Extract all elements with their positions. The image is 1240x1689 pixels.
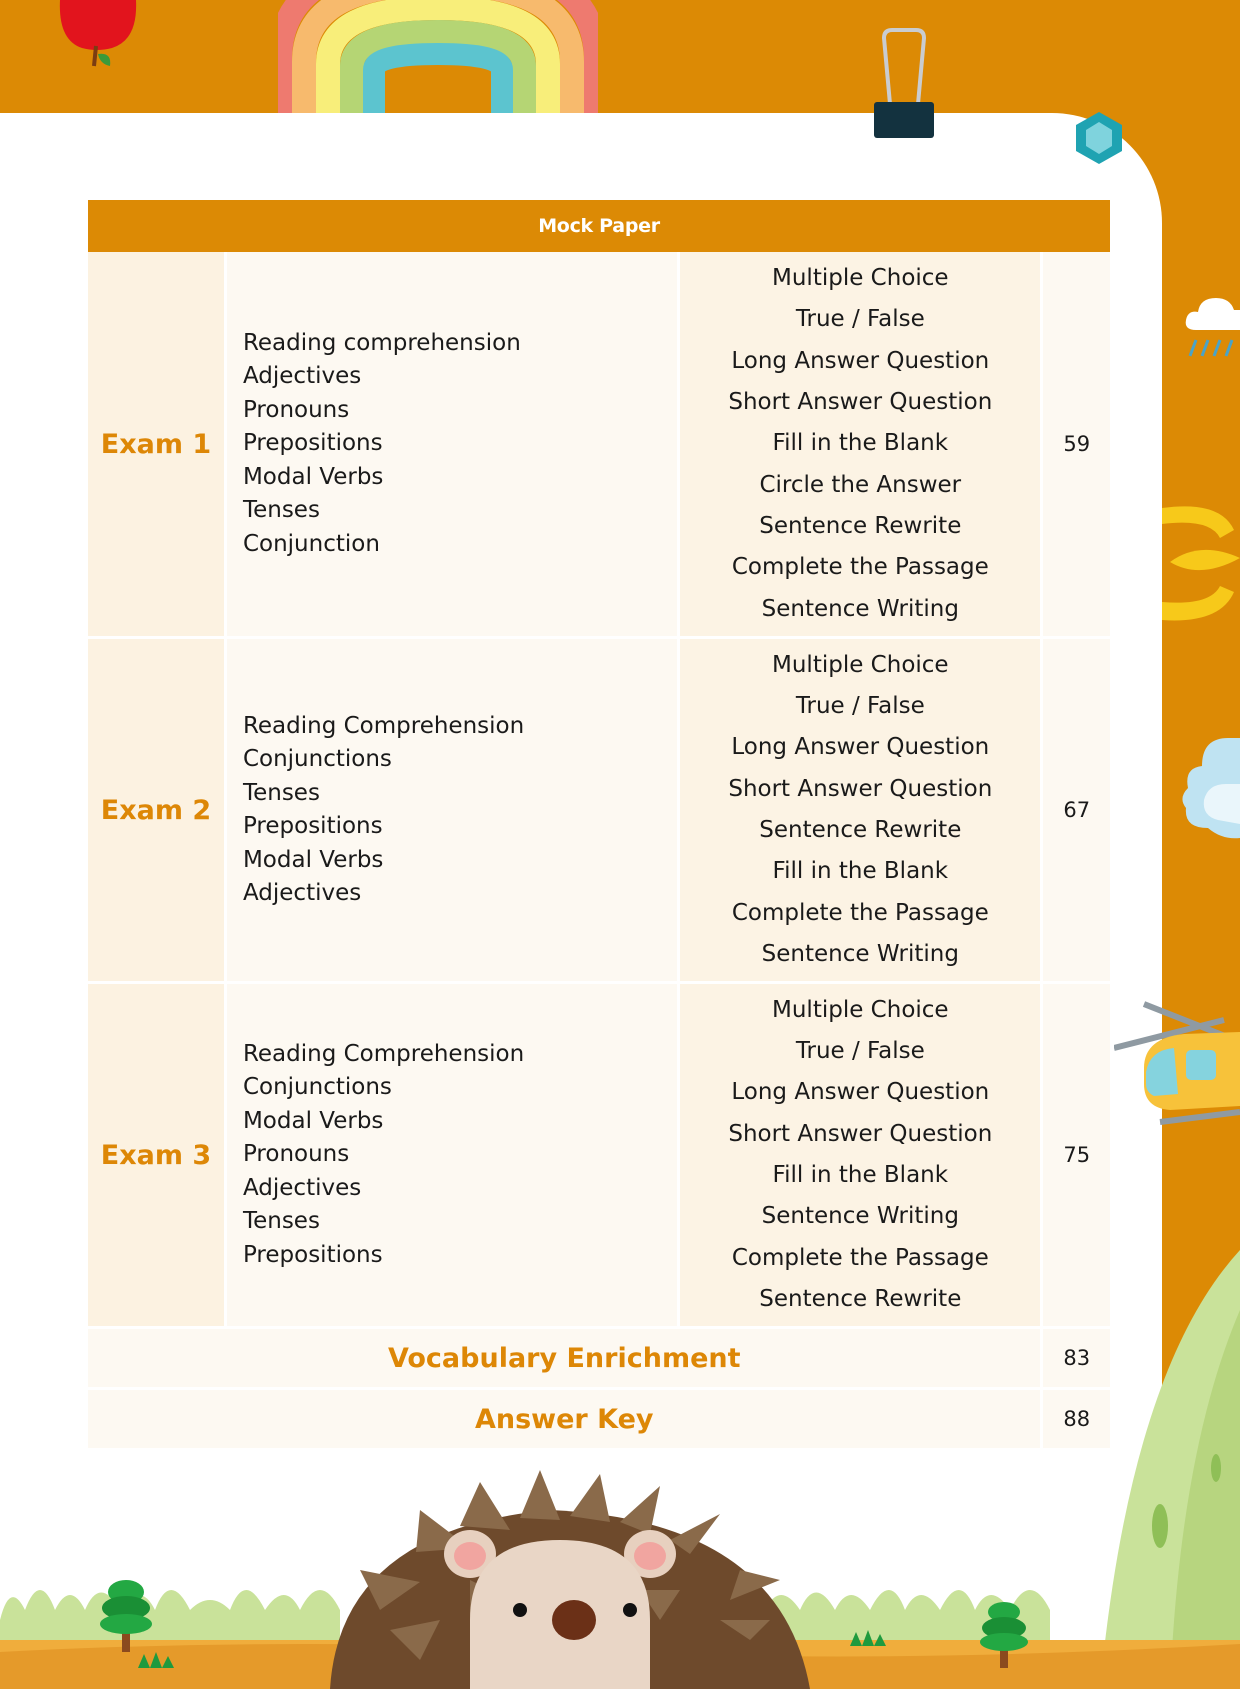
table-row (88, 1390, 1110, 1451)
question-type-item: Sentence Rewrite (759, 512, 962, 539)
exam-title[interactable]: Exam 2 (88, 639, 227, 984)
hedgehog (320, 1470, 820, 1689)
table-header: Mock Paper (88, 200, 1110, 252)
question-type-item: Multiple Choice (772, 265, 949, 292)
question-type-item: Short Answer Question (728, 775, 993, 802)
topic-item: Adjectives (242, 1174, 362, 1201)
gem-icon (1074, 110, 1124, 166)
grass-icon (850, 1628, 886, 1646)
table-row (88, 639, 1110, 984)
question-type-item: Long Answer Question (731, 1079, 990, 1106)
tree-icon (978, 1600, 1030, 1670)
question-type-item: Complete the Passage (731, 554, 989, 581)
sun-icon (1160, 500, 1240, 624)
question-type-item: Long Answer Question (731, 347, 990, 374)
question-type-item: Multiple Choice (772, 651, 949, 678)
page-number: 88 (1043, 1390, 1110, 1451)
contents-table (88, 200, 1110, 1451)
topic-item: Prepositions (242, 430, 383, 457)
grass-icon (138, 1650, 174, 1668)
exam-topics (227, 639, 680, 984)
question-type-item: True / False (795, 306, 925, 333)
topic-item: Reading Comprehension (242, 712, 525, 739)
question-types (680, 639, 1043, 984)
question-type-item: Short Answer Question (728, 389, 993, 416)
question-type-item: True / False (795, 693, 925, 720)
topic-item: Reading comprehension (242, 329, 521, 356)
topic-item: Tenses (242, 497, 320, 524)
question-type-item: Fill in the Blank (772, 1162, 949, 1188)
question-type-item: Multiple Choice (772, 996, 949, 1023)
question-type-item: Sentence Writing (761, 940, 959, 967)
binder-clip-icon (872, 28, 936, 140)
exam-title[interactable]: Exam 3 (88, 984, 227, 1329)
question-type-item: Short Answer Question (728, 1120, 993, 1147)
question-type-item: Sentence Writing (761, 1203, 959, 1230)
topic-item: Conjunctions (242, 1074, 392, 1101)
topic-item: Tenses (242, 779, 320, 806)
topic-item: Conjunction (242, 530, 380, 557)
exam-topics (227, 984, 680, 1329)
exam-topics (227, 252, 680, 639)
page-number: 83 (1043, 1329, 1110, 1390)
topic-item: Prepositions (242, 1241, 383, 1268)
topic-item: Modal Verbs (242, 846, 384, 873)
topic-item: Prepositions (242, 813, 383, 839)
question-types (680, 252, 1043, 639)
topic-item: Tenses (242, 1208, 320, 1235)
question-type-item: Sentence Rewrite (759, 1285, 962, 1312)
question-type-item: Long Answer Question (731, 734, 990, 761)
page-number: 75 (1043, 984, 1110, 1329)
question-types (680, 984, 1043, 1329)
page-number: 59 (1043, 252, 1110, 639)
topic-item: Pronouns (242, 1141, 350, 1168)
rain-cloud-icon (1184, 282, 1240, 362)
question-type-item: Fill in the Blank (772, 858, 949, 885)
page-number: 67 (1043, 639, 1110, 984)
topic-item: Reading Comprehension (242, 1040, 525, 1067)
tree-icon (98, 1578, 154, 1654)
table-row (88, 252, 1110, 639)
topic-item: Adjectives (242, 880, 362, 906)
apple-icon (52, 0, 142, 72)
question-type-item: Fill in the Blank (772, 430, 949, 457)
topic-item: Adjectives (242, 363, 362, 390)
question-type-item: Complete the Passage (731, 899, 989, 926)
helicopter-icon (1114, 998, 1240, 1128)
topic-item: Conjunctions (242, 746, 392, 772)
table-row (88, 984, 1110, 1329)
topic-item: Pronouns (242, 396, 350, 423)
cloud-icon (1178, 728, 1240, 848)
rainbow (278, 0, 598, 114)
topic-item: Modal Verbs (242, 463, 384, 490)
question-type-item: Circle the Answer (759, 471, 962, 498)
question-type-item: Sentence Writing (761, 595, 959, 622)
question-type-item: Sentence Rewrite (759, 817, 962, 843)
exam-title[interactable]: Exam 1 (88, 252, 227, 639)
topic-item: Modal Verbs (242, 1107, 384, 1134)
table-row (88, 1329, 1110, 1390)
section-title-vocabulary[interactable]: Vocabulary Enrichment (88, 1329, 1043, 1390)
question-type-item: Complete the Passage (731, 1244, 989, 1271)
question-type-item: True / False (795, 1038, 925, 1065)
section-title-answer-key[interactable]: Answer Key (88, 1390, 1043, 1451)
